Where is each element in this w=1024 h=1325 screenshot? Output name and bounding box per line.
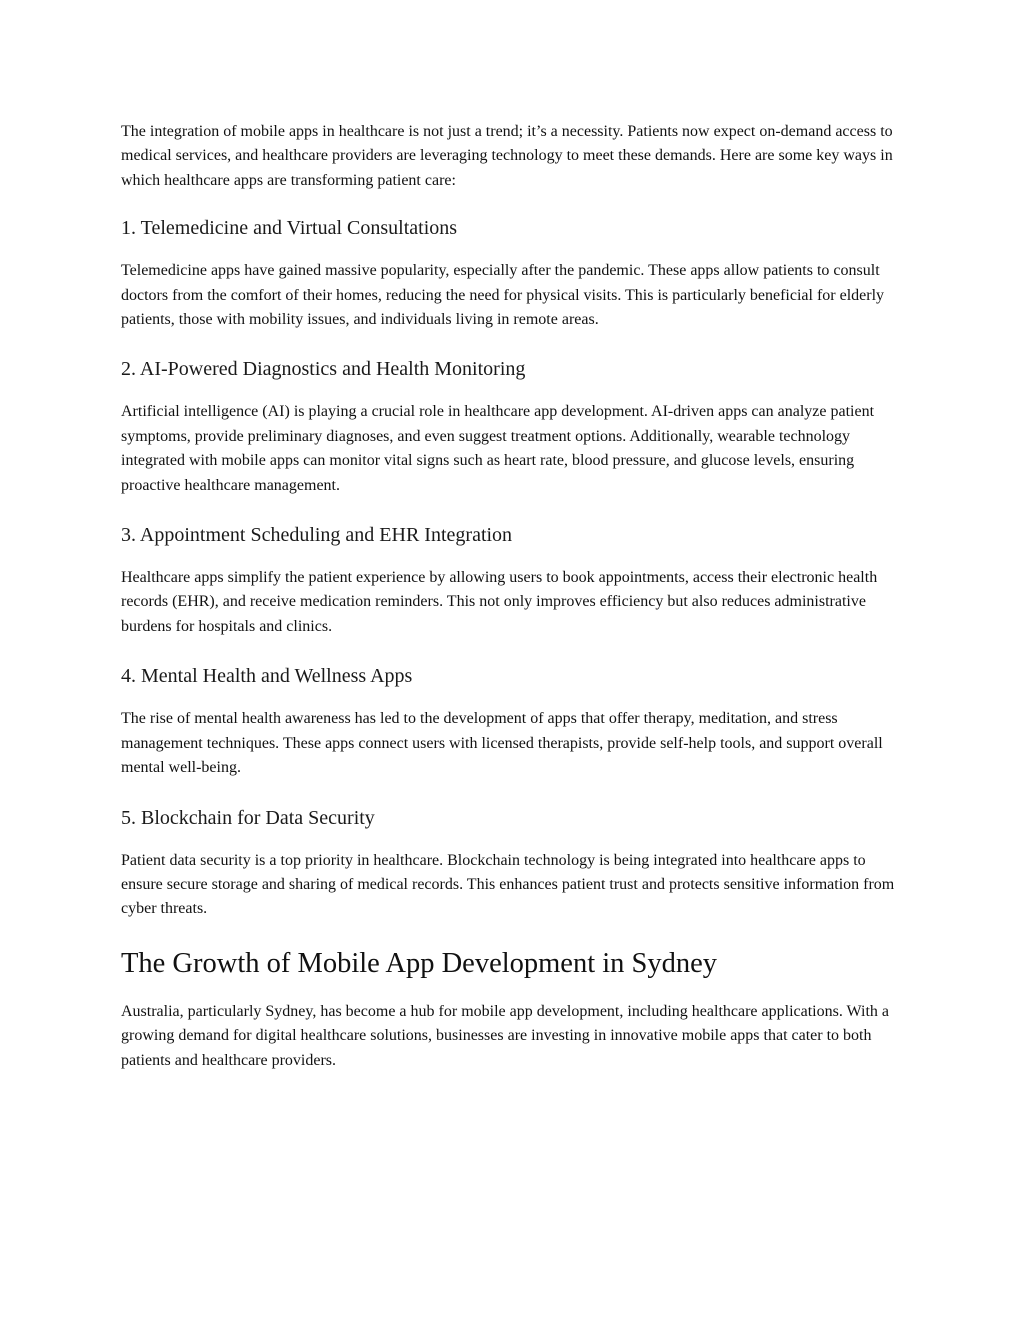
document-page [121,120,911,1073]
section-heading-ai-diagnostics: 2. AI-Powered Diagnostics and Health Monitoring [121,358,526,381]
section-body-appointment-ehr: Healthcare apps simplify the patient experience by allowing users to book appointments, access their electronic health records (EHR), and receive medication reminders. This not only improves efficiency but also reduces administrative burdens for hospitals and clinics. [121,569,878,635]
section-heading-mental-health: 4. Mental Health and Wellness Apps [121,665,413,688]
growth-heading: The Growth of Mobile App Development in Sydney [121,947,718,979]
section-heading-telemedicine: 1. Telemedicine and Virtual Consultations [121,217,458,240]
section-heading-appointment-ehr: 3. Appointment Scheduling and EHR Integration [121,524,513,547]
intro-paragraph: The integration of mobile apps in healthcare is not just a trend; it’s a necessity. Patients now expect on-demand access to medical services, and healthcare providers are leveraging technology to meet these demands. Here are some key ways in which healthcare apps are transforming patient care: [121,123,893,189]
section-heading-blockchain: 5. Blockchain for Data Security [121,806,375,829]
section-body-mental-health: The rise of mental health awareness has led to the development of apps that offer therapy, meditation, and stress management techniques. These apps connect users with licensed therapists, provide self-help tools, and support overall mental well-being. [121,710,883,777]
section-body-ai-diagnostics: Artificial intelligence (AI) is playing a crucial role in healthcare app development. AI-driven apps can analyze patient symptoms, provide preliminary diagnoses, and even suggest treatment options. Additionally, wearable technology integrated with mobile apps can monitor vital signs such as heart rate, blood pressure, and glucose levels, ensuring proactive healthcare management. [121,403,875,494]
growth-body: Australia, particularly Sydney, has become a hub for mobile app development, including healthcare applications. With a growing demand for digital healthcare solutions, businesses are investing in innovative mobile apps that cater to both patients and healthcare providers. [121,1002,890,1069]
section-body-telemedicine: Telemedicine apps have gained massive popularity, especially after the pandemic. These apps allow patients to consult doctors from the comfort of their homes, reducing the need for physical visits. This is particularly beneficial for elderly patients, those with mobility issues, and individuals living in remote areas. [121,262,885,329]
section-body-blockchain: Patient data security is a top priority in healthcare. Blockchain technology is being integrated into healthcare apps to ensure secure storage and sharing of medical records. This enhances patient trust and protects sensitive information from cyber threats. [121,851,895,918]
